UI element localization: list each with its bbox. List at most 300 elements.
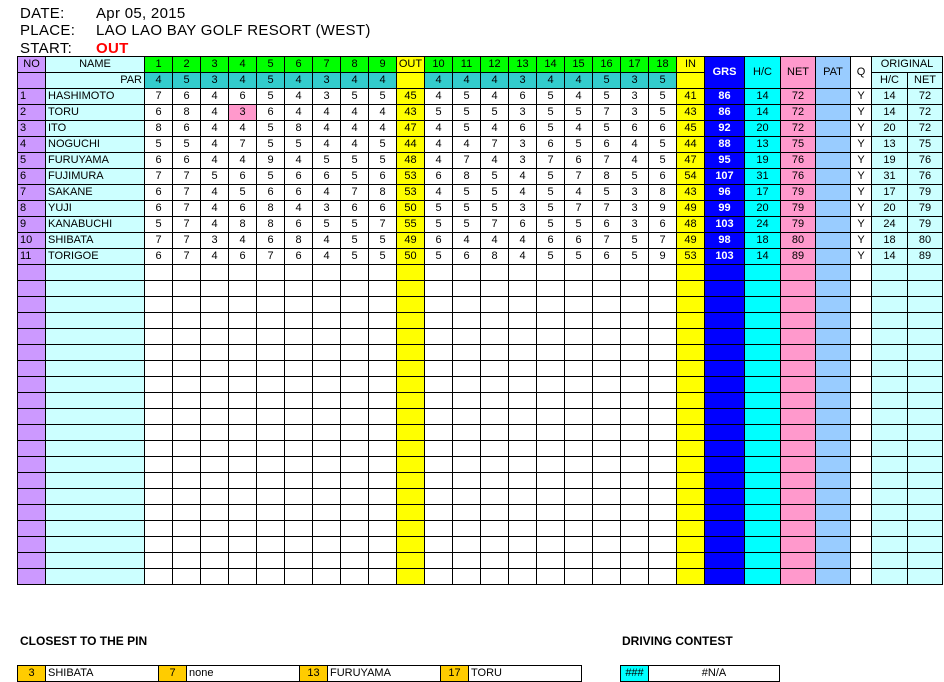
empty-cell xyxy=(145,313,173,329)
original-hc: 31 xyxy=(872,169,908,185)
hole-score: 5 xyxy=(453,217,481,233)
hole-score: 6 xyxy=(649,169,677,185)
hole-score: 4 xyxy=(425,185,453,201)
hole-score: 6 xyxy=(229,201,257,217)
in-total: 49 xyxy=(677,201,705,217)
empty-row xyxy=(18,425,943,441)
empty-cell xyxy=(145,409,173,425)
empty-cell xyxy=(705,521,745,537)
hole-score: 6 xyxy=(621,121,649,137)
empty-cell xyxy=(908,409,943,425)
par-value: 5 xyxy=(593,73,621,89)
empty-cell xyxy=(397,425,425,441)
hole-score: 4 xyxy=(285,201,313,217)
pat-cell xyxy=(816,169,851,185)
empty-cell xyxy=(341,297,369,313)
hole-score: 5 xyxy=(593,121,621,137)
ctp-hole: 17 xyxy=(441,666,469,682)
hole-score: 4 xyxy=(565,89,593,105)
empty-cell xyxy=(537,265,565,281)
empty-cell xyxy=(313,345,341,361)
hole-score: 5 xyxy=(481,185,509,201)
empty-cell xyxy=(872,265,908,281)
empty-cell xyxy=(201,265,229,281)
empty-cell xyxy=(285,441,313,457)
hole-score: 4 xyxy=(621,153,649,169)
empty-cell xyxy=(649,409,677,425)
hole-score: 5 xyxy=(537,89,565,105)
ctp-player: TORU xyxy=(469,666,582,682)
empty-cell xyxy=(313,521,341,537)
empty-cell xyxy=(285,361,313,377)
empty-cell xyxy=(509,521,537,537)
empty-cell xyxy=(257,265,285,281)
par-value: 4 xyxy=(481,73,509,89)
empty-cell xyxy=(781,313,816,329)
empty-cell xyxy=(46,553,145,569)
empty-cell xyxy=(565,265,593,281)
empty-cell xyxy=(745,569,781,585)
empty-cell xyxy=(313,265,341,281)
empty-cell xyxy=(46,457,145,473)
hole-score: 6 xyxy=(257,185,285,201)
empty-cell xyxy=(369,441,397,457)
out-total: 43 xyxy=(397,105,425,121)
empty-cell xyxy=(46,297,145,313)
empty-cell xyxy=(18,521,46,537)
empty-cell xyxy=(229,425,257,441)
player-row xyxy=(18,89,943,105)
par-value: 3 xyxy=(201,73,229,89)
player-no: 10 xyxy=(18,233,46,249)
pat-cell xyxy=(816,185,851,201)
empty-cell xyxy=(509,377,537,393)
empty-cell xyxy=(397,457,425,473)
empty-cell xyxy=(313,377,341,393)
hole-score: 5 xyxy=(621,169,649,185)
empty-cell xyxy=(908,521,943,537)
out-total: 50 xyxy=(397,249,425,265)
hole-score: 4 xyxy=(201,201,229,217)
empty-cell xyxy=(453,313,481,329)
empty-cell xyxy=(649,521,677,537)
empty-cell xyxy=(481,553,509,569)
empty-cell xyxy=(872,521,908,537)
empty-cell xyxy=(677,473,705,489)
empty-cell xyxy=(705,425,745,441)
pat-cell xyxy=(816,249,851,265)
col-header-grs: GRS xyxy=(705,57,745,89)
ctp-player: SHIBATA xyxy=(46,666,159,682)
empty-row xyxy=(18,505,943,521)
empty-cell xyxy=(173,489,201,505)
player-name: FUJIMURA xyxy=(46,169,145,185)
handicap: 18 xyxy=(745,233,781,249)
hole-header: 17 xyxy=(621,57,649,73)
empty-cell xyxy=(851,281,872,297)
empty-cell xyxy=(565,489,593,505)
original-net: 76 xyxy=(908,169,943,185)
empty-cell xyxy=(851,345,872,361)
empty-cell xyxy=(677,553,705,569)
pat-cell xyxy=(816,201,851,217)
empty-cell xyxy=(908,345,943,361)
hole-score: 4 xyxy=(509,169,537,185)
hole-score: 4 xyxy=(565,121,593,137)
empty-cell xyxy=(201,313,229,329)
empty-cell xyxy=(851,521,872,537)
empty-cell xyxy=(593,569,621,585)
empty-cell xyxy=(257,425,285,441)
empty-cell xyxy=(341,409,369,425)
empty-cell xyxy=(257,393,285,409)
hole-score: 6 xyxy=(425,169,453,185)
empty-cell xyxy=(908,265,943,281)
empty-row xyxy=(18,521,943,537)
hole-score: 6 xyxy=(509,121,537,137)
empty-cell xyxy=(173,441,201,457)
empty-cell xyxy=(781,265,816,281)
empty-cell xyxy=(341,361,369,377)
empty-cell xyxy=(537,569,565,585)
net-score: 76 xyxy=(781,153,816,169)
empty-cell xyxy=(257,297,285,313)
empty-cell xyxy=(397,393,425,409)
driving-contest-title: DRIVING CONTEST xyxy=(622,634,733,648)
empty-cell xyxy=(481,457,509,473)
empty-cell xyxy=(908,329,943,345)
empty-cell xyxy=(341,441,369,457)
empty-cell xyxy=(593,489,621,505)
empty-cell xyxy=(257,489,285,505)
hole-score: 5 xyxy=(341,249,369,265)
empty-cell xyxy=(816,537,851,553)
empty-cell xyxy=(872,297,908,313)
empty-cell xyxy=(781,361,816,377)
hole-score: 6 xyxy=(145,153,173,169)
empty-cell xyxy=(481,425,509,441)
empty-cell xyxy=(173,457,201,473)
pat-cell xyxy=(816,217,851,233)
empty-cell xyxy=(621,361,649,377)
empty-cell xyxy=(46,505,145,521)
empty-cell xyxy=(677,329,705,345)
empty-cell xyxy=(565,281,593,297)
empty-cell xyxy=(369,361,397,377)
pat-cell xyxy=(816,137,851,153)
empty-cell xyxy=(509,281,537,297)
empty-cell xyxy=(872,473,908,489)
empty-cell xyxy=(537,297,565,313)
empty-cell xyxy=(229,313,257,329)
hole-score: 5 xyxy=(537,185,565,201)
par-value: 3 xyxy=(509,73,537,89)
empty-cell xyxy=(369,425,397,441)
empty-cell xyxy=(341,313,369,329)
hole-score: 3 xyxy=(509,137,537,153)
empty-cell xyxy=(677,489,705,505)
hole-header: 15 xyxy=(565,57,593,73)
empty-cell xyxy=(18,361,46,377)
original-net: 75 xyxy=(908,137,943,153)
hole-score: 4 xyxy=(509,249,537,265)
hole-header: 18 xyxy=(649,57,677,73)
empty-cell xyxy=(872,505,908,521)
hole-score: 5 xyxy=(453,121,481,137)
empty-cell xyxy=(781,473,816,489)
empty-cell xyxy=(453,393,481,409)
empty-cell xyxy=(565,537,593,553)
qualified-flag: Y xyxy=(851,233,872,249)
net-score: 72 xyxy=(781,121,816,137)
hole-score: 7 xyxy=(173,185,201,201)
empty-cell xyxy=(509,425,537,441)
empty-cell xyxy=(46,281,145,297)
hole-score: 4 xyxy=(481,233,509,249)
empty-cell xyxy=(621,377,649,393)
hole-score: 7 xyxy=(593,153,621,169)
hole-score: 4 xyxy=(285,153,313,169)
empty-cell xyxy=(565,393,593,409)
empty-cell xyxy=(285,281,313,297)
empty-cell xyxy=(341,329,369,345)
empty-cell xyxy=(593,313,621,329)
empty-cell xyxy=(425,393,453,409)
empty-cell xyxy=(313,361,341,377)
empty-cell xyxy=(145,457,173,473)
empty-cell xyxy=(257,569,285,585)
empty-cell xyxy=(537,281,565,297)
empty-cell xyxy=(341,281,369,297)
empty-cell xyxy=(425,377,453,393)
original-hc: 13 xyxy=(872,137,908,153)
empty-cell xyxy=(397,329,425,345)
hole-score: 7 xyxy=(229,137,257,153)
qualified-flag: Y xyxy=(851,169,872,185)
empty-cell xyxy=(453,297,481,313)
empty-cell xyxy=(705,505,745,521)
hole-score: 6 xyxy=(285,169,313,185)
empty-cell xyxy=(18,505,46,521)
empty-cell xyxy=(201,377,229,393)
hole-score: 6 xyxy=(145,105,173,121)
net-score: 89 xyxy=(781,249,816,265)
empty-cell xyxy=(369,473,397,489)
hole-score: 5 xyxy=(593,185,621,201)
empty-cell xyxy=(453,537,481,553)
qualified-flag: Y xyxy=(851,153,872,169)
empty-cell xyxy=(481,441,509,457)
original-hc: 14 xyxy=(872,89,908,105)
hole-score: 6 xyxy=(509,217,537,233)
empty-cell xyxy=(649,441,677,457)
empty-cell xyxy=(481,377,509,393)
empty-cell xyxy=(285,457,313,473)
empty-cell xyxy=(18,329,46,345)
empty-cell xyxy=(313,329,341,345)
empty-cell xyxy=(705,569,745,585)
hole-score: 4 xyxy=(425,153,453,169)
hole-score: 4 xyxy=(201,137,229,153)
hole-score: 4 xyxy=(201,249,229,265)
empty-cell xyxy=(537,425,565,441)
empty-cell xyxy=(745,281,781,297)
hole-score: 5 xyxy=(537,121,565,137)
empty-cell xyxy=(872,313,908,329)
handicap: 13 xyxy=(745,137,781,153)
empty-cell xyxy=(229,409,257,425)
hole-score: 6 xyxy=(369,201,397,217)
empty-cell xyxy=(257,313,285,329)
empty-cell xyxy=(872,569,908,585)
empty-cell xyxy=(509,537,537,553)
hole-score: 8 xyxy=(481,249,509,265)
hole-score: 6 xyxy=(593,217,621,233)
empty-cell xyxy=(872,409,908,425)
empty-cell xyxy=(872,329,908,345)
empty-cell xyxy=(201,345,229,361)
empty-cell xyxy=(851,553,872,569)
empty-cell xyxy=(257,377,285,393)
empty-cell xyxy=(593,409,621,425)
empty-cell xyxy=(285,537,313,553)
hole-header: 2 xyxy=(173,57,201,73)
empty-cell xyxy=(816,489,851,505)
empty-cell xyxy=(397,281,425,297)
empty-cell xyxy=(851,569,872,585)
empty-cell xyxy=(257,473,285,489)
empty-cell xyxy=(781,329,816,345)
hole-header: 16 xyxy=(593,57,621,73)
qualified-flag: Y xyxy=(851,185,872,201)
empty-cell xyxy=(593,281,621,297)
empty-cell xyxy=(872,489,908,505)
empty-cell xyxy=(341,489,369,505)
empty-cell xyxy=(781,457,816,473)
original-hc: 19 xyxy=(872,153,908,169)
empty-cell xyxy=(851,393,872,409)
empty-cell xyxy=(677,537,705,553)
empty-cell xyxy=(816,377,851,393)
ctp-player: none xyxy=(187,666,300,682)
empty-cell xyxy=(425,457,453,473)
empty-cell xyxy=(537,521,565,537)
empty-cell xyxy=(18,297,46,313)
empty-cell xyxy=(908,425,943,441)
empty-cell xyxy=(18,457,46,473)
empty-cell xyxy=(816,393,851,409)
empty-cell xyxy=(425,537,453,553)
hole-score: 5 xyxy=(649,153,677,169)
empty-cell xyxy=(285,409,313,425)
qualified-flag: Y xyxy=(851,89,872,105)
in-total: 48 xyxy=(677,217,705,233)
par-value: 3 xyxy=(621,73,649,89)
empty-cell xyxy=(908,537,943,553)
empty-cell xyxy=(621,473,649,489)
hole-score: 7 xyxy=(145,89,173,105)
hole-score: 4 xyxy=(481,153,509,169)
empty-cell xyxy=(705,393,745,409)
player-row xyxy=(18,105,943,121)
par-in-cell xyxy=(677,73,705,89)
hole-score: 5 xyxy=(173,137,201,153)
empty-cell xyxy=(285,521,313,537)
player-name: NOGUCHI xyxy=(46,137,145,153)
empty-cell xyxy=(229,457,257,473)
original-net: 72 xyxy=(908,121,943,137)
hole-score: 5 xyxy=(425,201,453,217)
hole-score: 7 xyxy=(369,217,397,233)
empty-cell xyxy=(229,521,257,537)
empty-cell xyxy=(145,265,173,281)
col-header-hc: H/C xyxy=(745,57,781,89)
empty-cell xyxy=(453,345,481,361)
empty-cell xyxy=(509,457,537,473)
empty-cell xyxy=(816,521,851,537)
empty-cell xyxy=(145,489,173,505)
empty-cell xyxy=(313,409,341,425)
hole-score: 5 xyxy=(257,137,285,153)
empty-row xyxy=(18,553,943,569)
empty-cell xyxy=(453,489,481,505)
empty-cell xyxy=(229,393,257,409)
empty-row xyxy=(18,361,943,377)
empty-cell xyxy=(705,297,745,313)
hole-score: 5 xyxy=(453,201,481,217)
hole-score: 4 xyxy=(425,89,453,105)
hole-score: 6 xyxy=(285,185,313,201)
empty-cell xyxy=(46,329,145,345)
empty-cell xyxy=(872,425,908,441)
empty-cell xyxy=(705,473,745,489)
empty-cell xyxy=(145,473,173,489)
empty-cell xyxy=(173,521,201,537)
empty-cell xyxy=(46,537,145,553)
hole-header: 8 xyxy=(341,57,369,73)
in-total: 43 xyxy=(677,105,705,121)
empty-cell xyxy=(313,313,341,329)
empty-cell xyxy=(781,281,816,297)
empty-cell xyxy=(781,345,816,361)
empty-cell xyxy=(565,425,593,441)
hole-header: 9 xyxy=(369,57,397,73)
empty-cell xyxy=(46,265,145,281)
empty-cell xyxy=(46,393,145,409)
hole-header: 3 xyxy=(201,57,229,73)
empty-cell xyxy=(593,377,621,393)
empty-cell xyxy=(257,345,285,361)
empty-cell xyxy=(537,505,565,521)
empty-cell xyxy=(229,441,257,457)
empty-cell xyxy=(537,393,565,409)
empty-cell xyxy=(145,281,173,297)
empty-cell xyxy=(18,553,46,569)
player-name: SAKANE xyxy=(46,185,145,201)
empty-cell xyxy=(509,313,537,329)
empty-row xyxy=(18,569,943,585)
driving-contest-row xyxy=(621,666,780,682)
empty-cell xyxy=(621,489,649,505)
empty-cell xyxy=(565,313,593,329)
hole-score: 7 xyxy=(173,233,201,249)
empty-cell xyxy=(397,345,425,361)
original-hc: 18 xyxy=(872,233,908,249)
hole-score: 6 xyxy=(313,169,341,185)
empty-cell xyxy=(257,441,285,457)
empty-cell xyxy=(781,553,816,569)
empty-row xyxy=(18,377,943,393)
